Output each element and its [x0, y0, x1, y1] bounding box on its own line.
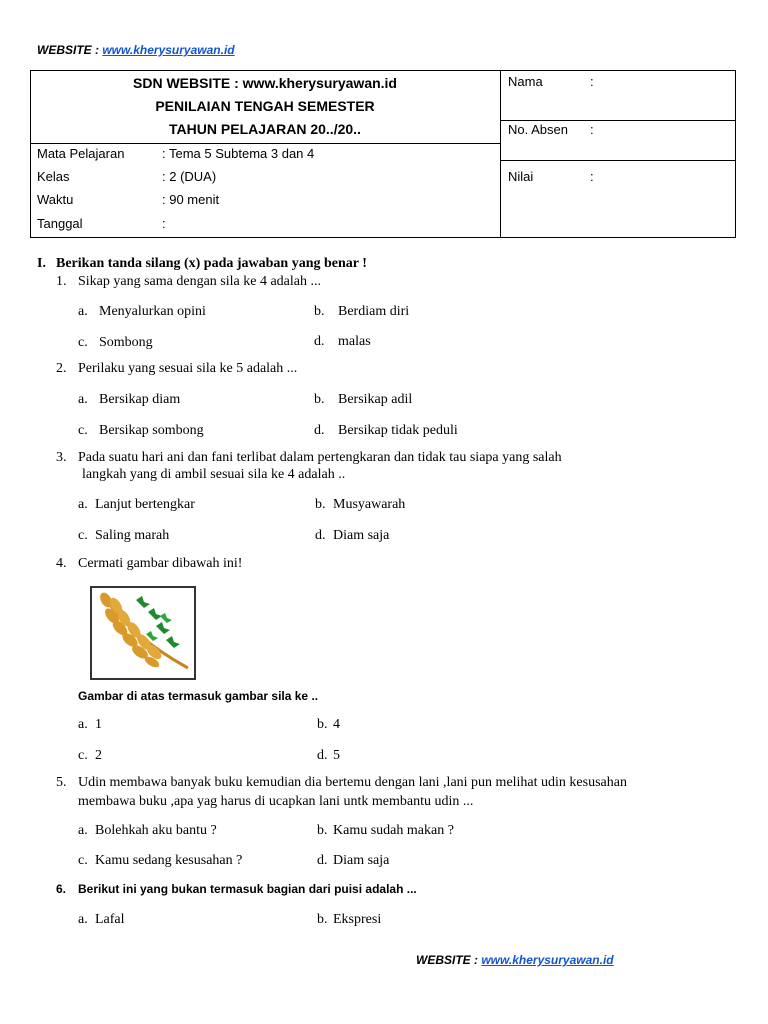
- field-value-subject: : Tema 5 Subtema 3 dan 4: [162, 146, 315, 161]
- question-3-number: 3.: [56, 450, 67, 465]
- rice-stalk-image: [90, 586, 196, 680]
- q2-option-c[interactable]: Bersikap sombong: [99, 423, 204, 438]
- question-5-text-line-2: membawa buku ,apa yag harus di ucapkan lani untk membantu udin ...: [78, 794, 474, 809]
- year-line: TAHUN PELAJARAN 20../20..: [169, 121, 361, 137]
- q4-option-c-letter: c.: [78, 748, 88, 763]
- q5-option-b[interactable]: Kamu sudah makan ?: [333, 823, 454, 838]
- q1-option-c[interactable]: Sombong: [99, 335, 153, 350]
- field-label-date: Tanggal: [37, 216, 83, 231]
- q3-option-a-letter: a.: [78, 497, 88, 512]
- field-label-absen: No. Absen: [508, 122, 568, 137]
- question-6-number: 6.: [56, 882, 67, 896]
- q4-option-a[interactable]: 1: [95, 717, 102, 732]
- question-3-text-line-2: langkah yang di ambil sesuai sila ke 4 adalah ..: [82, 467, 346, 482]
- field-label-subject: Mata Pelajaran: [37, 146, 125, 161]
- q2-option-c-letter: c.: [78, 423, 88, 438]
- q3-option-a[interactable]: Lanjut bertengkar: [95, 497, 195, 512]
- q3-option-d[interactable]: Diam saja: [333, 528, 390, 543]
- header-divider-right-1: [500, 120, 736, 121]
- bottom-website-link[interactable]: www.kherysuryawan.id: [481, 953, 614, 967]
- q4-option-b[interactable]: 4: [333, 717, 340, 732]
- q1-option-d-letter: d.: [314, 334, 325, 349]
- top-website-link[interactable]: www.kherysuryawan.id: [102, 43, 235, 57]
- rice-stalk-icon: [90, 586, 196, 680]
- q2-option-d-letter: d.: [314, 423, 325, 438]
- q4-option-d[interactable]: 5: [333, 748, 340, 763]
- question-5-number: 5.: [56, 775, 67, 790]
- top-website-label: WEBSITE :: [37, 43, 103, 57]
- section-instruction: Berikan tanda silang (x) pada jawaban yang benar !: [56, 256, 367, 271]
- question-4-caption: Gambar di atas termasuk gambar sila ke ..: [78, 689, 319, 703]
- header-divider-left: [30, 143, 500, 144]
- field-value-name: :: [590, 74, 594, 89]
- question-2-number: 2.: [56, 361, 67, 376]
- q3-option-b-letter: b.: [315, 497, 326, 512]
- q6-option-b-letter: b.: [317, 912, 328, 927]
- q2-option-b-letter: b.: [314, 392, 325, 407]
- q1-option-b[interactable]: Berdiam diri: [338, 304, 410, 319]
- question-1-text: Sikap yang sama dengan sila ke 4 adalah ...: [78, 274, 321, 289]
- field-value-date: :: [162, 216, 166, 231]
- q2-option-b[interactable]: Bersikap adil: [338, 392, 413, 407]
- question-4-text: Cermati gambar dibawah ini!: [78, 556, 243, 571]
- school-line: SDN WEBSITE : www.kherysuryawan.id: [133, 75, 397, 91]
- question-4-number: 4.: [56, 556, 67, 571]
- q5-option-c[interactable]: Kamu sedang kesusahan ?: [95, 853, 243, 868]
- bottom-website: [416, 953, 614, 967]
- question-1-number: 1.: [56, 274, 67, 289]
- field-value-score: :: [590, 169, 594, 184]
- q3-option-b[interactable]: Musyawarah: [333, 497, 406, 512]
- q1-option-b-letter: b.: [314, 304, 325, 319]
- q2-option-a[interactable]: Bersikap diam: [99, 392, 181, 407]
- header-divider-vertical: [500, 70, 501, 238]
- field-label-class: Kelas: [37, 169, 70, 184]
- q6-option-b[interactable]: Ekspresi: [333, 912, 382, 927]
- header-table: [30, 70, 736, 238]
- question-3-text-line-1: Pada suatu hari ani dan fani terlibat dalam pertengkaran dan tidak tau siapa yang salah: [78, 450, 562, 465]
- bottom-website-label: WEBSITE :: [416, 953, 482, 967]
- q5-option-a-letter: a.: [78, 823, 88, 838]
- header-divider-right-2: [500, 160, 736, 161]
- question-2-text: Perilaku yang sesuai sila ke 5 adalah ...: [78, 361, 298, 376]
- q5-option-b-letter: b.: [317, 823, 328, 838]
- field-value-time: : 90 menit: [162, 192, 220, 207]
- field-label-time: Waktu: [37, 192, 74, 207]
- field-label-score: Nilai: [508, 169, 534, 184]
- q5-option-c-letter: c.: [78, 853, 88, 868]
- q2-option-d[interactable]: Bersikap tidak peduli: [338, 423, 458, 438]
- top-website: [37, 43, 235, 57]
- q1-option-c-letter: c.: [78, 335, 88, 350]
- q1-option-a-letter: a.: [78, 304, 88, 319]
- q4-option-c[interactable]: 2: [95, 748, 102, 763]
- q3-option-c-letter: c.: [78, 528, 88, 543]
- q5-option-a[interactable]: Bolehkah aku bantu ?: [95, 823, 217, 838]
- q4-option-d-letter: d.: [317, 748, 328, 763]
- q5-option-d[interactable]: Diam saja: [333, 853, 390, 868]
- field-value-class: : 2 (DUA): [162, 169, 217, 184]
- q4-option-b-letter: b.: [317, 717, 328, 732]
- section-numeral: I.: [37, 256, 46, 271]
- q6-option-a-letter: a.: [78, 912, 88, 927]
- question-5-text-line-1: Udin membawa banyak buku kemudian dia bertemu dengan lani ,lani pun melihat udin kesusahan: [78, 775, 627, 790]
- field-label-name: Nama: [508, 74, 543, 89]
- q4-option-a-letter: a.: [78, 717, 88, 732]
- q5-option-d-letter: d.: [317, 853, 328, 868]
- field-value-absen: :: [590, 122, 594, 137]
- q2-option-a-letter: a.: [78, 392, 88, 407]
- q3-option-d-letter: d.: [315, 528, 326, 543]
- q6-option-a[interactable]: Lafal: [95, 912, 125, 927]
- exam-title: PENILAIAN TENGAH SEMESTER: [155, 98, 375, 114]
- question-6-text: Berikut ini yang bukan termasuk bagian dari puisi adalah ...: [78, 882, 417, 896]
- q3-option-c[interactable]: Saling marah: [95, 528, 170, 543]
- q1-option-a[interactable]: Menyalurkan opini: [99, 304, 206, 319]
- q1-option-d[interactable]: malas: [338, 334, 371, 349]
